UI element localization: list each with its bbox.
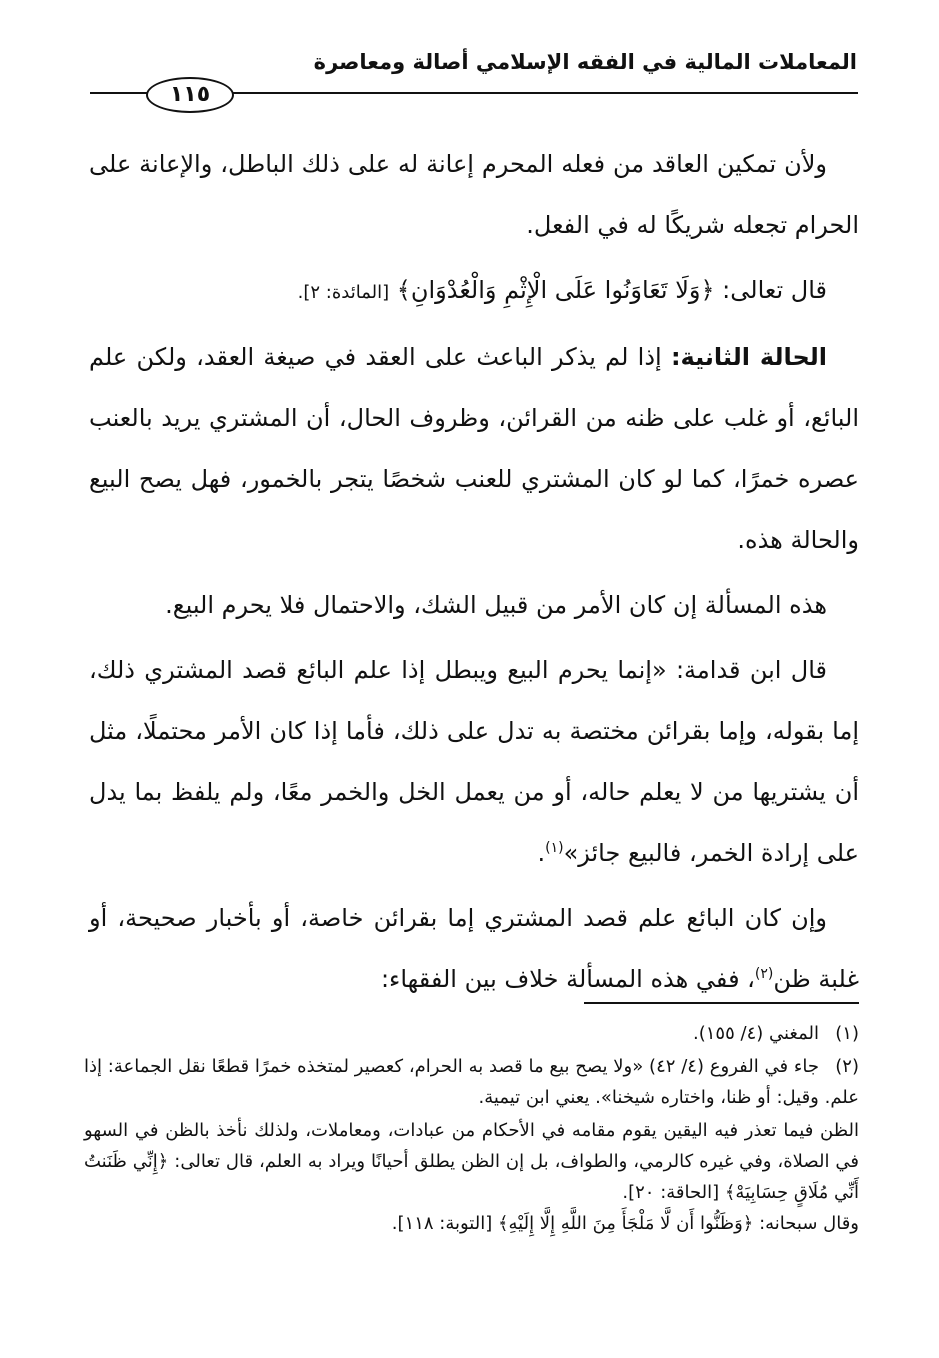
main-text bbox=[89, 134, 859, 1014]
paragraph-3 bbox=[89, 327, 859, 571]
paragraph-6 bbox=[89, 888, 859, 1010]
footnote-rule bbox=[584, 1002, 859, 1004]
case-text: إذا لم يذكر الباعث على العقد في صيغة العقد، ولكن علم البائع، أو غلب على ظنه من القرائن، وظروف الحال، أن المشتري يريد بالعنب عصره خمرًا، كما لو كان المشتري للعنب شخصًا يتجر بالخمور، فهل يصح البيع والحالة هذه. bbox=[89, 343, 859, 554]
footnotes bbox=[84, 1018, 859, 1239]
quran-verse: ﴿وَلَا تَعَاوَنُوا عَلَى الْإِثْمِ وَالْعُدْوَانِ﴾ bbox=[396, 276, 715, 304]
footnote-2-line-1: جاء في الفروع (٤/ ٤٢) «ولا يصح بيع ما قصد به الحرام، كعصير لمتخذه خمرًا قطعًا نقل الجماعة: إذا علم. وقيل: أو ظنا، واختاره شيخنا». يعني ابن تيمية. bbox=[84, 1056, 859, 1108]
paragraph-6-text-b: ، ففي هذه المسألة خلاف بين الفقهاء: bbox=[380, 965, 755, 993]
verse-citation: [المائدة: ٢]. bbox=[297, 282, 390, 303]
footnote-verse-2-citation: [التوبة: ١١٨]. bbox=[391, 1213, 493, 1234]
paragraph-2 bbox=[89, 260, 859, 323]
footnote-2-verse-intro: وقال سبحانه: bbox=[759, 1213, 859, 1234]
page-number: ١١٥ bbox=[146, 77, 234, 113]
verse-intro: قال تعالى: bbox=[722, 276, 827, 304]
paragraph-1: ولأن تمكين العاقد من فعله المحرم إعانة له على ذلك الباطل، والإعانة على الحرام تجعله شريكًا له في الفعل. bbox=[89, 150, 859, 239]
footnote-verse-1: ﴿إِنِّي ظَنَنتُ أَنِّي مُلَاقٍ حِسَابِيَهْ﴾ bbox=[84, 1151, 859, 1203]
footnote-ref-1[interactable]: (١) bbox=[545, 840, 564, 856]
case-heading: الحالة الثانية: bbox=[670, 343, 828, 371]
footnote-1-number: (١) bbox=[835, 1023, 859, 1044]
footnote-2-paragraph-2 bbox=[84, 1115, 859, 1208]
footnote-verse-2: ﴿وَظَنُّوا أَن لَّا مَلْجَأَ مِنَ اللَّهِ إِلَّا إِلَيْهِ﴾ bbox=[497, 1213, 754, 1234]
footnote-2 bbox=[84, 1051, 859, 1113]
footnote-verse-1-citation: [الحاقة: ٢٠]. bbox=[622, 1182, 720, 1203]
running-title: المعاملات المالية في الفقه الإسلامي أصالة ومعاصرة bbox=[313, 50, 857, 74]
footnote-1-text: المغني (٤/ ١٥٥). bbox=[693, 1023, 819, 1044]
paragraph-5: قال ابن قدامة: «إنما يحرم البيع ويبطل إذا علم البائع قصد المشتري ذلك، إما بقوله، وإما بقرائن مختصة به تدل على ذلك، فأما إذا كان الأمر محتملًا، مثل أن يشتريها من لا يعلم حاله، أو من يعمل الخل والخمر معًا، ولم يلفظ بما يدل على إرادة الخمر، فالبيع جائز»$^{(١)}$. bbox=[89, 656, 859, 867]
paragraph-4: هذه المسألة إن كان الأمر من قبيل الشك، والاحتمال فلا يحرم البيع. bbox=[165, 591, 827, 619]
ibn-qudama-quote: قال ابن قدامة: «إنما يحرم البيع ويبطل إذا علم البائع قصد المشتري ذلك، إما بقوله، وإما بقرائن مختصة به تدل على ذلك، فأما إذا كان الأمر محتملًا، مثل أن يشتريها من لا يعلم حاله، أو من يعمل الخل والخمر معًا، ولم يلفظ بما يدل على إرادة الخمر، فالبيع جائز» bbox=[89, 656, 859, 867]
footnote-2-paragraph-3 bbox=[84, 1208, 859, 1239]
footnote-ref-2[interactable]: (٢) bbox=[754, 966, 774, 982]
footnote-2-text: الظن فيما تعذر فيه اليقين يقوم مقامه في الأحكام من عبادات، ومعاملات، ولذلك نأخذ بالظن في السهو في الصلاة، وفي غيره كالرمي، والطواف، بل إن الظن يطلق أحيانًا ويراد به العلم، قال تعالى: bbox=[84, 1120, 859, 1172]
footnote-2-number: (٢) bbox=[835, 1056, 859, 1077]
paragraph-6-text-a: وإن كان البائع علم قصد المشتري إما بقرائن خاصة، أو بأخبار صحيحة، أو غلبة ظن bbox=[89, 904, 859, 993]
footnote-1 bbox=[84, 1018, 859, 1049]
